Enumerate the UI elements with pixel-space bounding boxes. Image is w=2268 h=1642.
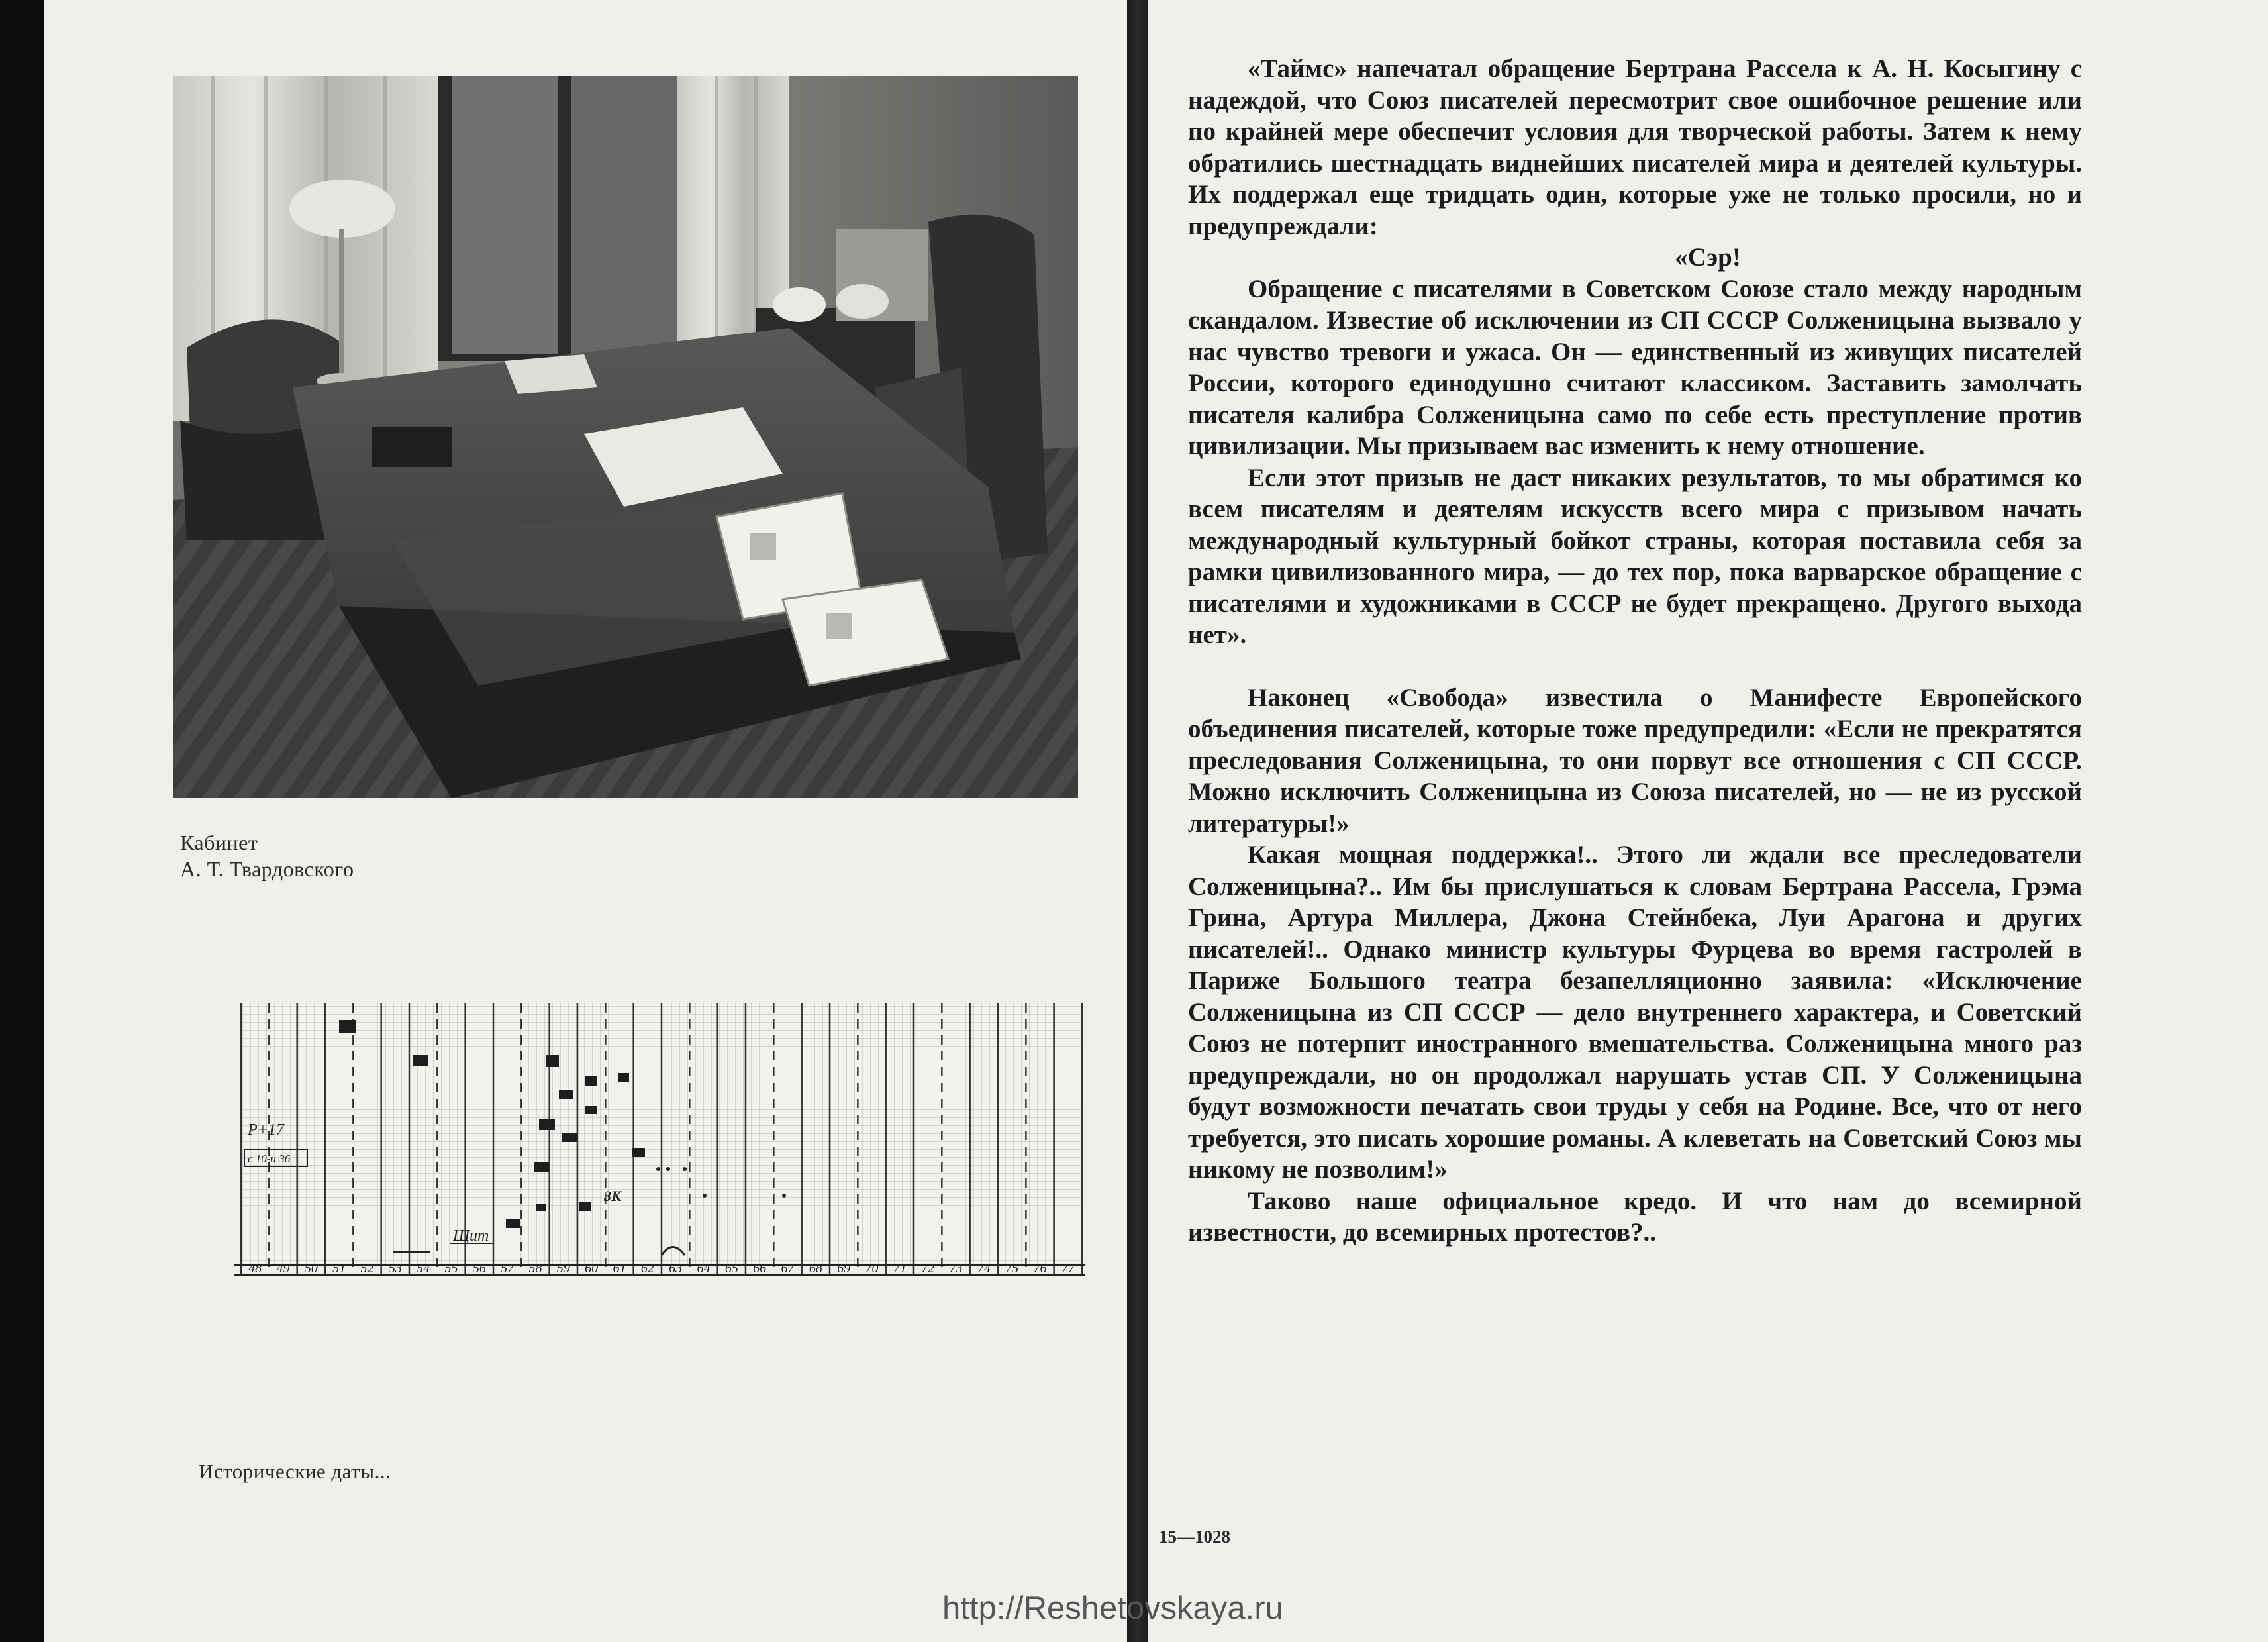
chart-year-label: 51 <box>332 1261 346 1276</box>
main-text <box>1188 53 2082 1249</box>
chart-year-label: 75 <box>1005 1261 1019 1276</box>
chart-year-label: 61 <box>613 1261 626 1276</box>
paragraph-times: «Таймс» напечатал обращение Бертрана Рассела к А. Н. Косыгину с надеждой, что Союз писателей пересмотрит свое ошибочное решение или по крайней мере обеспечит условия для творческой работы. Затем к нему обратились шестнадцать виднейших писателей мира и деятелей культуры. Их поддержал еще тридцать один, которые уже не только просили, но и предупреждали: <box>1188 54 2082 240</box>
chart-note-since: с 10-и 36 <box>248 1153 291 1165</box>
photo-caption-line-1: Кабинет <box>180 831 258 854</box>
chart-year-label: 68 <box>809 1261 822 1276</box>
paragraph-support: Какая мощная поддержка!.. Этого ли ждали все преследователи Солженицына?.. Им бы прислушаться к словам Бертрана Рассела, Грэма Грина, Артура Миллера, Джона Стейнбека, Луи Арагона и других писателей!.. Однако министр культуры Фурцева во время гастролей в Париже Большого театра безапелляционно заявила: «Исключение Солженицына из СП СССР — дело внутреннего характера, и Советский Союз не потерпит иностранного вмешательства. Солженицына много раз предупреждали, но он продолжал нарушать устав СП. У Солженицына будут возможности печатать свои труды у себя на Родине. Все, что от него требуется, это писать хорошие романы. А клеветать на Советский Союз мы никому не позволим!» <box>1188 841 2082 1184</box>
dates-chart <box>195 990 1090 1305</box>
chart-year-label: 53 <box>388 1261 402 1276</box>
chart-year-label: 63 <box>669 1261 683 1276</box>
chart-year-label: 67 <box>781 1261 795 1276</box>
paragraph-credo: Таково наше официальное кредо. И что нам до всемирной известности, до всемирных протестов?.. <box>1188 1186 2082 1247</box>
paragraph-letter-2: Если этот призыв не даст никаких результатов, то мы обратимся ко всем писателям и деятелям искусств всего мира с призывом начать международный культурный бойкот страны, которая поставила себя за рамки цивилизованного мира, — до тех пор, пока варварское обращение с писателями и художниками в СССР не будет прекращено. Другого выхода нет». <box>1188 463 2082 649</box>
letter-salutation: «Сэр! <box>1675 243 1741 272</box>
book-gutter <box>1127 0 1148 1642</box>
chart-year-label: 76 <box>1033 1261 1047 1276</box>
chart-mark-shchit: Щит <box>453 1227 489 1245</box>
chart-year-label: 49 <box>276 1261 290 1276</box>
chart-year-label: 66 <box>753 1261 767 1276</box>
chart-year-label: 58 <box>528 1261 542 1276</box>
photo-caption <box>180 829 354 882</box>
chart-year-label: 64 <box>697 1261 711 1276</box>
chart-mark-zk: ЗК <box>604 1188 622 1204</box>
chart-year-label: 69 <box>837 1261 851 1276</box>
chart-year-label: 62 <box>640 1261 654 1276</box>
chart-year-label: 48 <box>248 1261 262 1276</box>
chart-year-label: 57 <box>501 1261 515 1276</box>
page-number: 15—1028 <box>1159 1527 1230 1547</box>
scan-left-edge <box>0 0 44 1642</box>
chart-caption: Исторические даты... <box>199 1460 391 1483</box>
chart-year-label: 73 <box>949 1261 963 1276</box>
chart-year-label: 59 <box>556 1261 570 1276</box>
chart-year-label: 70 <box>865 1261 879 1276</box>
chart-year-label: 74 <box>977 1261 991 1276</box>
chart-year-label: 60 <box>585 1261 599 1276</box>
watermark-url: http://Reshetovskaya.ru <box>942 1590 1283 1626</box>
office-photo <box>173 76 1078 798</box>
chart-year-label: 54 <box>417 1261 430 1276</box>
paragraph-svoboda: Наконец «Свобода» известила о Манифесте Европейского объединения писателей, которые тоже предупредили: «Если не прекратятся преследования Солженицына, то они порвут все отношения с СП СССР. Можно исключить Солженицына из Союза писателей, но — не из русской литературы!» <box>1188 683 2082 838</box>
chart-year-label: 52 <box>360 1261 374 1276</box>
photo-caption-line-2: А. Т. Твардовского <box>180 857 354 881</box>
chart-year-label: 65 <box>724 1261 738 1276</box>
chart-year-label: 71 <box>893 1261 907 1276</box>
chart-year-label: 77 <box>1061 1261 1075 1276</box>
chart-year-label: 72 <box>921 1261 935 1276</box>
chart-note-p17: P+17 <box>248 1121 284 1139</box>
paragraph-letter-1: Обращение с писателями в Советском Союзе стало между народным скандалом. Известие об исключении из СП СССР Солженицына вызвало у нас чувство тревоги и ужаса. Он — единственный из живущих писателей России, которого единодушно считают классиком. Заставить замолчать писателя калибра Солженицына само по себе есть преступление против цивилизации. Мы призываем вас изменить к нему отношение. <box>1188 274 2082 460</box>
chart-year-label: 56 <box>472 1261 486 1276</box>
chart-year-label: 55 <box>444 1261 458 1276</box>
chart-year-label: 50 <box>304 1261 318 1276</box>
